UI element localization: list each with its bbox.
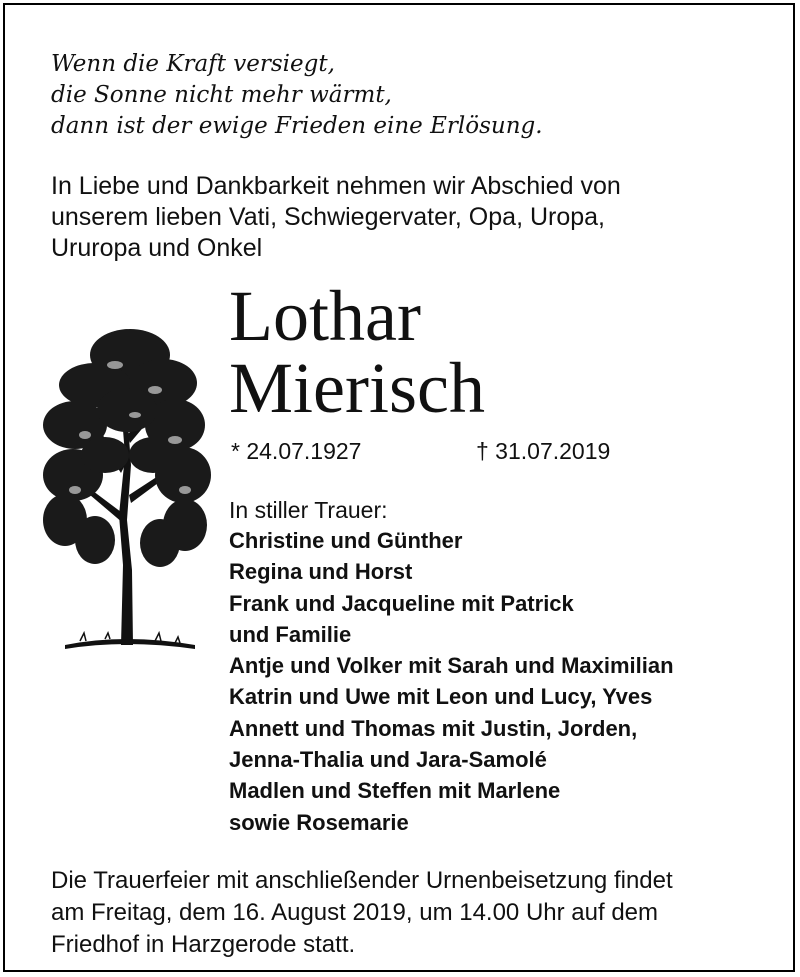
ceremony-line: Die Trauerfeier mit anschließender Urnenbeisetzung findet [51, 867, 673, 894]
intro-text [51, 171, 621, 264]
ceremony-line: am Freitag, dem 16. August 2019, um 14.00 Uhr auf dem [51, 899, 659, 926]
list-item: Frank und Jacqueline mit Patrick [229, 590, 574, 616]
list-item: Jenna-Thalia und Jara-Samolé [229, 747, 547, 773]
poem-line: die Sonne nicht mehr wärmt, [51, 82, 392, 108]
list-item: sowie Rosemarie [229, 809, 409, 835]
intro-line: Ururopa und Onkel [51, 234, 263, 262]
first-name: Lothar [229, 276, 421, 356]
list-item: Annett und Thomas mit Justin, Jorden, [229, 715, 638, 741]
ceremony-line: Friedhof in Harzgerode statt. [51, 931, 356, 958]
poem [51, 49, 543, 142]
obituary-notice [3, 3, 795, 972]
birch-tree-icon [35, 315, 215, 655]
list-item: Antje und Volker mit Sarah und Maximilian [229, 653, 674, 679]
poem-line: dann ist der ewige Frieden eine Erlösung. [51, 113, 543, 139]
list-item: Madlen und Steffen mit Marlene [229, 778, 561, 804]
deceased-name [229, 276, 485, 428]
intro-line: In Liebe und Dankbarkeit nehmen wir Abschied von [51, 172, 621, 200]
list-item: Katrin und Uwe mit Leon und Lucy, Yves [229, 684, 653, 710]
last-name: Mierisch [229, 348, 485, 428]
list-item: Regina und Horst [229, 559, 413, 585]
poem-line: Wenn die Kraft versiegt, [51, 51, 335, 77]
death-date: † 31.07.2019 [476, 438, 611, 464]
list-item: und Familie [229, 621, 352, 647]
mourners-list [229, 525, 674, 838]
list-item: Christine und Günther [229, 528, 463, 553]
birth-date: * 24.07.1927 [231, 438, 362, 464]
mourners-heading: In stiller Trauer: [229, 497, 388, 523]
intro-line: unserem lieben Vati, Schwiegervater, Opa, Uropa, [51, 203, 605, 231]
ceremony-info [51, 865, 673, 961]
